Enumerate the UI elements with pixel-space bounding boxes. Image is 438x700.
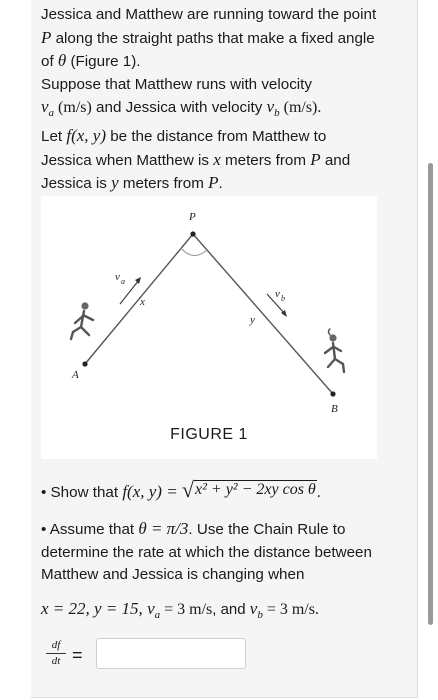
- problem-text: Jessica when Matthew is: [41, 151, 214, 169]
- scrollbar[interactable]: [428, 163, 433, 625]
- runner-jessica-icon: [325, 329, 344, 372]
- problem-text: meters from: [118, 175, 209, 193]
- var-x: x: [213, 149, 221, 169]
- var-p: P: [310, 149, 321, 169]
- problem-statement: [41, 4, 406, 196]
- var-y: y: [111, 173, 119, 193]
- given-va: v: [147, 599, 155, 618]
- figure-diagram: [41, 196, 377, 459]
- figure-1: [41, 196, 377, 459]
- var-p: P: [41, 27, 52, 47]
- var-p: P: [208, 173, 219, 193]
- answer-row: [41, 636, 251, 672]
- label-a: A: [72, 369, 79, 381]
- problem-text: along the straight paths that make a fixed angle: [51, 29, 375, 47]
- problem-text: Let: [41, 128, 67, 145]
- given-vb-value: = 3 m/s.: [262, 601, 319, 618]
- problem-text: Suppose that Matthew runs with velocity: [41, 75, 312, 93]
- unit-text: (m/s): [54, 99, 92, 117]
- func-f: f(x, y): [66, 126, 106, 145]
- var-va: v: [41, 97, 49, 117]
- problem-text: (Figure 1).: [66, 53, 141, 71]
- label-vb-sub: b: [281, 294, 285, 303]
- bullet-text: Assume that: [46, 521, 139, 538]
- var-vb-sub: b: [274, 107, 280, 120]
- label-y: y: [250, 314, 255, 326]
- angle-arc: [181, 248, 207, 256]
- fraction-numerator: df: [51, 639, 61, 651]
- label-b: B: [331, 403, 338, 415]
- theta-value: θ = π/3: [138, 519, 189, 538]
- given-values: [41, 599, 319, 621]
- path-jessica: [193, 234, 333, 394]
- formula-radical: √ x² + y² − 2xy cos θ: [181, 477, 316, 502]
- point-p: [190, 231, 195, 236]
- given-x: x = 22,: [41, 599, 95, 618]
- given-and: , and: [212, 601, 250, 618]
- label-va: v: [115, 271, 120, 283]
- problem-text: .: [218, 175, 223, 193]
- bullet-assume: [41, 518, 406, 587]
- equals-sign: =: [72, 645, 83, 665]
- point-a: [82, 361, 87, 366]
- runner-matthew-icon: [71, 302, 93, 339]
- bullet-dot: •: [41, 484, 47, 501]
- problem-text: of: [41, 53, 58, 71]
- var-vb: v: [266, 97, 275, 117]
- derivative-df-dt: [46, 639, 66, 668]
- problem-text: be the distance from Matthew to: [105, 128, 327, 145]
- bullet-text: Show that: [46, 484, 123, 501]
- path-matthew: [85, 234, 193, 364]
- bullet-show-that: [41, 477, 406, 505]
- figure-caption: FIGURE 1: [170, 426, 248, 443]
- problem-text: and Jessica with velocity: [91, 99, 267, 117]
- formula-lhs: f(x, y) =: [122, 482, 182, 501]
- given-y: y = 15,: [94, 599, 148, 618]
- unit-text: (m/s).: [279, 99, 322, 117]
- problem-text: meters from: [220, 151, 311, 169]
- label-p: P: [189, 211, 196, 223]
- bullet-text: . Use the Chain Rule to determine the rate at which the distance between Matthew and Jessica is changing when: [41, 521, 372, 584]
- problem-text: and: [320, 151, 351, 169]
- var-theta: θ: [57, 51, 67, 71]
- velocity-a-arrowhead: [135, 277, 141, 284]
- bullet-text: .: [316, 484, 321, 501]
- given-vb: v: [249, 599, 258, 618]
- bullet-dot: •: [41, 521, 47, 538]
- problem-text: Jessica is: [41, 175, 112, 193]
- fraction-denominator: dt: [51, 655, 61, 667]
- var-va-sub: a: [48, 107, 55, 120]
- given-va-sub: a: [154, 609, 161, 622]
- point-b: [330, 391, 335, 396]
- label-va-sub: a: [121, 277, 125, 286]
- radicand: x² + y² − 2xy cos θ: [195, 481, 316, 498]
- given-va-value: = 3 m/s: [160, 601, 213, 618]
- answer-input[interactable]: [96, 638, 246, 669]
- fraction-bar: [46, 653, 66, 654]
- label-x: x: [140, 296, 145, 308]
- given-vb-sub: b: [257, 609, 263, 622]
- problem-text: Jessica and Matthew are running toward the point: [41, 6, 377, 23]
- label-vb: v: [275, 288, 280, 300]
